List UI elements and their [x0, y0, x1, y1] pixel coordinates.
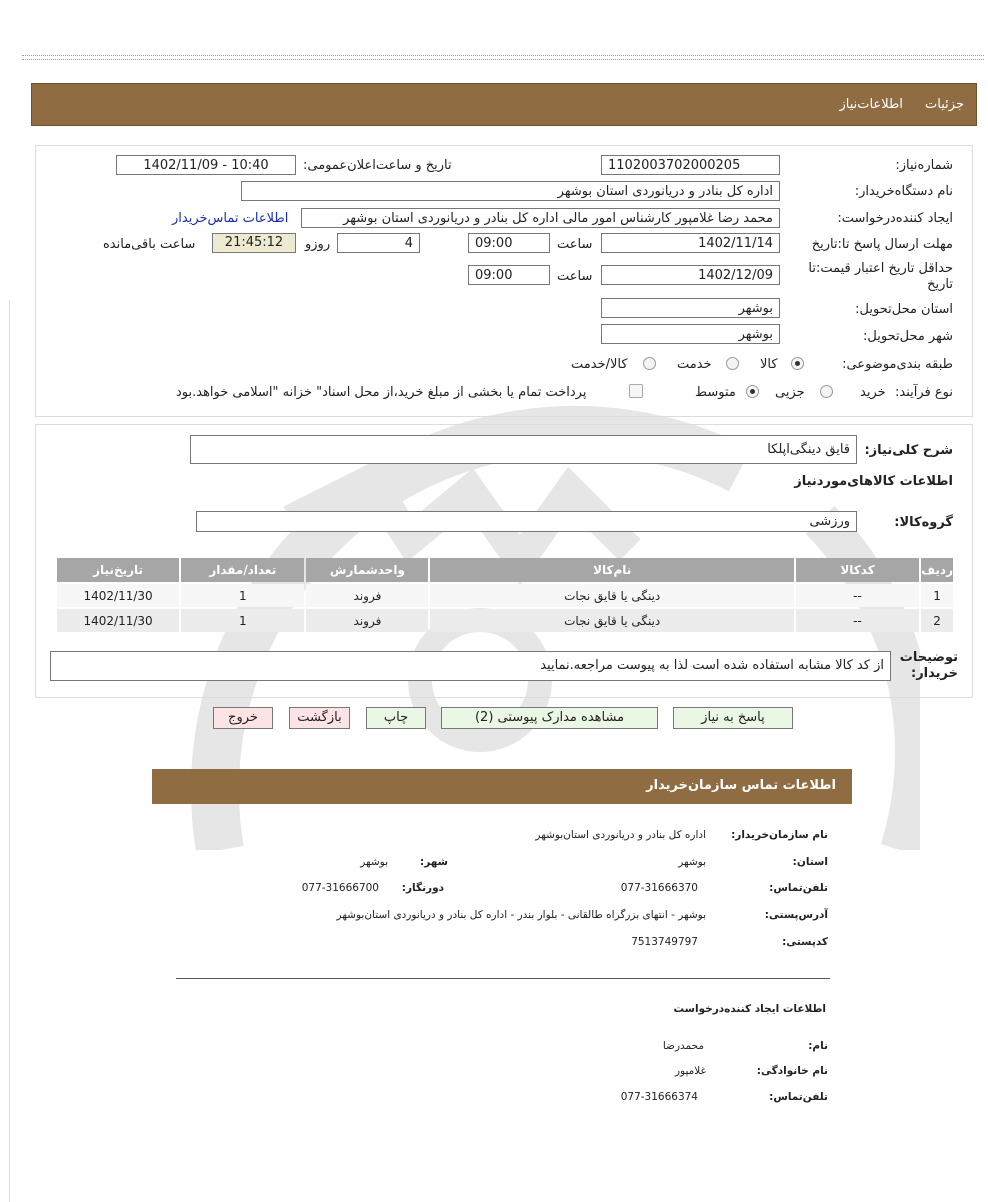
cell-need-date: 1402/11/30 — [57, 609, 179, 632]
category-service-label: خدمت — [677, 357, 712, 372]
treasury-payment-checkbox[interactable] — [629, 384, 643, 398]
process-buy-label: خرید — [860, 385, 886, 400]
goods-table-wrap — [55, 556, 955, 634]
summary-label: شرح کلی‌نیاز: — [864, 443, 953, 458]
category-label: طبقه بندی‌موضوعی: — [842, 357, 953, 372]
buyer-notes-field: از کد کالا مشابه استفاده شده است لذا به پیوست مراجعه.نمایید — [50, 651, 891, 681]
category-goods-label: کالا — [760, 357, 778, 372]
back-button[interactable]: بازگشت — [289, 707, 350, 729]
creator-family-label: نام خانوادگی: — [756, 1065, 828, 1077]
cell-quantity: 1 — [181, 584, 304, 607]
creator-name-label: نام: — [808, 1040, 828, 1052]
contact-city-label: شهر: — [420, 856, 448, 868]
radio-goods-service[interactable] — [643, 357, 656, 370]
col-item-name: نام‌کالا — [430, 558, 793, 582]
process-label: نوع فرآیند: — [895, 385, 953, 400]
buyer-field: اداره کل بنادر و دریانوردی استان بوشهر — [241, 181, 780, 201]
buyer-contact-header — [152, 769, 852, 804]
buyer-notes-label: توضیحات خریدار: — [899, 650, 958, 681]
city-field: بوشهر — [601, 324, 780, 344]
col-row-number: ردیف — [921, 558, 953, 582]
creator-field: محمد رضا غلامپور کارشناس امور مالی اداره کل بنادر و دریانوردی استان بوشهر — [301, 208, 780, 228]
announce-label: تاریخ و ساعت‌اعلان‌عمومی: — [303, 158, 452, 173]
category-goods-service-label: کالا/خدمت — [571, 357, 628, 372]
cell-item-code: -- — [796, 584, 919, 607]
tab-details[interactable]: جزئیات — [925, 97, 964, 112]
goods-table — [55, 556, 955, 634]
details-header-bar — [31, 83, 977, 126]
cell-item-name: دینگی یا قایق نجات — [430, 584, 793, 607]
creator-label: ایجاد کننده‌درخواست: — [837, 211, 953, 226]
col-need-date: تاریخ‌نیاز — [57, 558, 179, 582]
validity-label: حداقل تاریخ اعتبار قیمت:تا تاریخ — [808, 261, 953, 292]
cell-unit: فروند — [306, 584, 428, 607]
contact-fax-value: 077-31666700 — [301, 882, 379, 894]
col-quantity: تعداد/مقدار — [181, 558, 304, 582]
creator-phone-value: 077-31666374 — [620, 1091, 698, 1103]
radio-service[interactable] — [726, 357, 739, 370]
deadline-label: مهلت ارسال پاسخ تا:تاریخ — [811, 237, 953, 252]
exit-button[interactable]: خروج — [213, 707, 273, 729]
contact-address-value: بوشهر - انتهای بزرگراه طالقانی - بلوار بندر - اداره کل بنادر و دریانوردی استان‌بوشهر — [336, 909, 706, 921]
contact-phone-label: تلفن‌تماس: — [769, 882, 828, 894]
deadline-time-label: ساعت — [557, 237, 593, 252]
goods-group-label: گروه‌کالا: — [894, 515, 953, 530]
cell-row-number: 1 — [921, 584, 953, 607]
contact-phone-value: 077-31666370 — [620, 882, 698, 894]
province-label: استان محل‌تحویل: — [855, 302, 953, 317]
cell-item-code: -- — [796, 609, 919, 632]
reply-button[interactable]: پاسخ به نیاز — [673, 707, 793, 729]
radio-minor[interactable] — [820, 385, 833, 398]
buyer-contact-link[interactable]: اطلاعات تماس‌خریدار — [172, 211, 289, 226]
announce-field: 1402/11/09 - 10:40 — [116, 155, 296, 175]
cell-unit: فروند — [306, 609, 428, 632]
province-field: بوشهر — [601, 298, 780, 318]
contact-province-label: استان: — [792, 856, 828, 868]
remaining-time: 21:45:12 — [212, 233, 296, 253]
view-attachments-button[interactable]: مشاهده مدارک پیوستی (2) — [441, 707, 658, 729]
contact-address-label: آدرس‌پستی: — [764, 909, 828, 921]
validity-time-label: ساعت — [557, 269, 593, 284]
buyer-label: نام دستگاه‌خریدار: — [854, 184, 953, 199]
cell-row-number: 2 — [921, 609, 953, 632]
print-button[interactable]: چاپ — [366, 707, 426, 729]
summary-field: قایق دینگی‌اپلکا — [190, 435, 857, 464]
validity-time-field: 09:00 — [468, 265, 550, 285]
col-unit: واحدشمارش — [306, 558, 428, 582]
top-divider — [22, 55, 984, 60]
creator-name-value: محمدرضا — [662, 1040, 704, 1052]
creator-phone-label: تلفن‌تماس: — [769, 1091, 828, 1103]
radio-medium[interactable] — [746, 385, 759, 398]
deadline-date-field: 1402/11/14 — [601, 233, 780, 253]
table-row — [57, 609, 953, 632]
creator-info-title: اطلاعات ایجاد کننده‌درخواست — [673, 1003, 826, 1015]
contact-city-value: بوشهر — [360, 856, 388, 868]
contact-postal-value: 7513749797 — [631, 936, 698, 948]
process-minor-label: جزیی — [775, 385, 805, 400]
contact-fax-label: دورنگار: — [401, 882, 444, 894]
process-medium-label: متوسط — [695, 385, 736, 400]
radio-goods[interactable] — [791, 357, 804, 370]
creator-family-value: غلامپور — [674, 1065, 706, 1077]
goods-info-title: اطلاعات کالاهای‌موردنیاز — [794, 474, 953, 489]
org-value: اداره کل بنادر و دریانوردی استان‌بوشهر — [535, 829, 706, 841]
remaining-label: ساعت باقی‌مانده — [103, 237, 196, 252]
contact-postal-label: کد‌پستی: — [782, 936, 828, 948]
days-label: روزو — [305, 237, 331, 252]
days-field: 4 — [337, 233, 420, 253]
treasury-payment-note: پرداخت تمام یا بخشی از مبلغ خرید،از محل اسناد" خزانه "اسلامی خواهد.بود — [176, 385, 587, 400]
table-row — [57, 584, 953, 607]
deadline-time-field: 09:00 — [468, 233, 550, 253]
goods-group-field: ورزشی — [196, 511, 857, 532]
org-label: نام سازمان‌خریدار: — [731, 829, 828, 841]
cell-item-name: دینگی یا قایق نجات — [430, 609, 793, 632]
tab-need-info[interactable]: اطلاعات‌نیاز — [839, 97, 903, 112]
col-item-code: کدکالا — [796, 558, 919, 582]
validity-date-field: 1402/12/09 — [601, 265, 780, 285]
cell-need-date: 1402/11/30 — [57, 584, 179, 607]
contact-divider — [176, 978, 830, 979]
contact-province-value: بوشهر — [678, 856, 706, 868]
city-label: شهر محل‌تحویل: — [863, 329, 953, 344]
buyer-contact-title: اطلاعات تماس سازمان‌خریدار — [646, 778, 836, 793]
left-border — [9, 300, 10, 1202]
need-number-field: 1102003702000205 — [601, 155, 780, 175]
need-number-label: شماره‌نیاز: — [895, 158, 953, 173]
cell-quantity: 1 — [181, 609, 304, 632]
